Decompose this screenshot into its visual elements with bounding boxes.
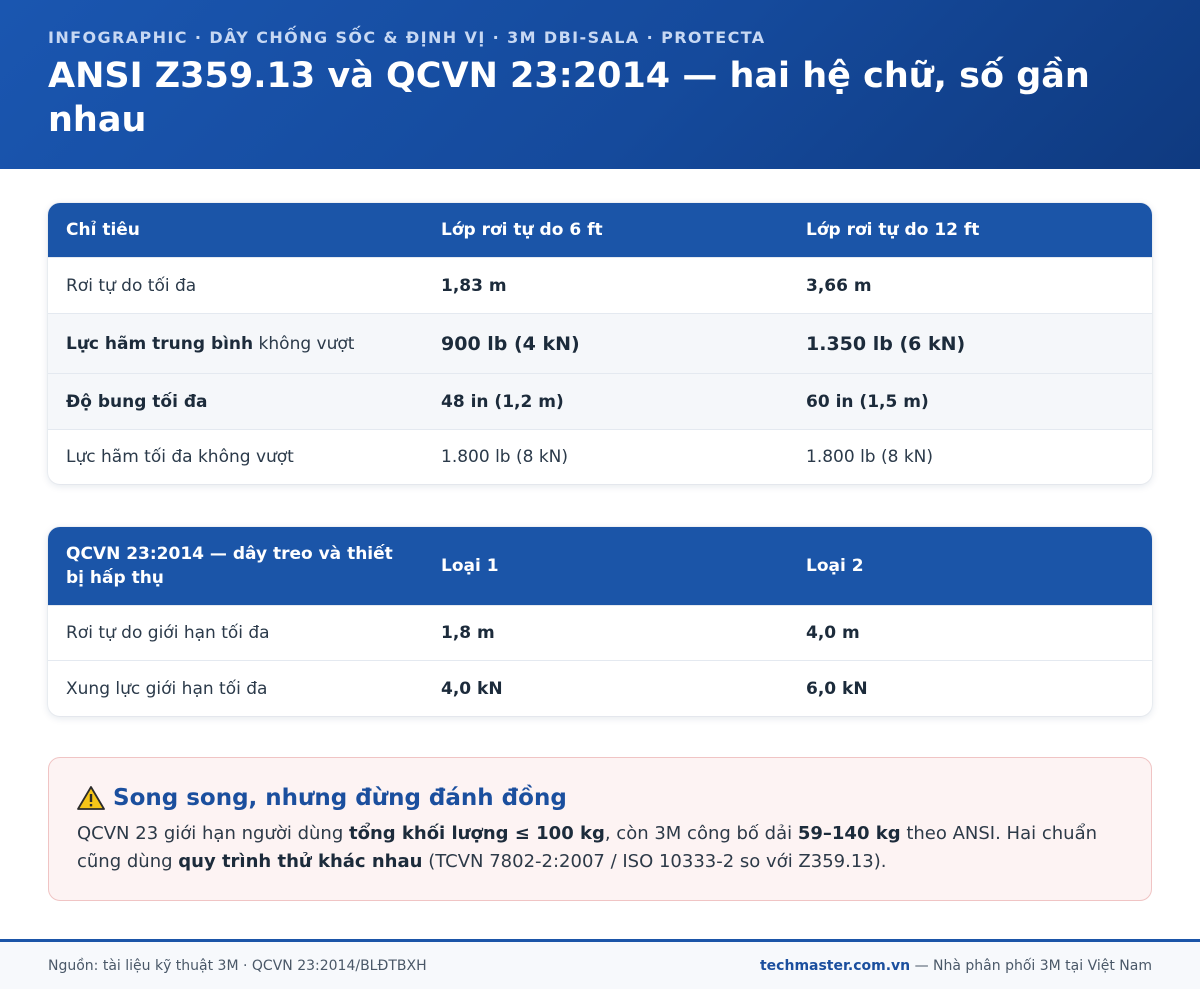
row-label [48,334,423,354]
column-header: Loại 2 [806,556,864,576]
callout-text-bold: tổng khối lượng ≤ 100 kg [348,823,605,844]
cell-value: 4,0 m [806,623,860,643]
cell-value: 1.800 lb (8 kN) [806,447,934,467]
callout-text-bold: quy trình thử khác nhau [178,851,423,872]
eyebrow-label: INFOGRAPHIC · DÂY CHỐNG SỐC & ĐỊNH VỊ · 3M DBI-SALA · PROTECTA [48,28,766,47]
cell-value: 900 lb (4 kN) [441,332,580,355]
footer-source: Nguồn: tài liệu kỹ thuật 3M · QCVN 23:2014/BLĐTBXH [48,957,427,974]
column-header: QCVN 23:2014 — dây treo và thiết bị hấp thụ [66,544,393,588]
qcvn-table-header [48,527,1152,605]
footer-site-rest: — Nhà phân phối 3M tại Việt Nam [910,957,1152,974]
page-title: ANSI Z359.13 và QCVN 23:2014 — hai hệ chữ, số gần nhau [48,56,1090,140]
page-header [0,0,1200,169]
callout-title: Song song, nhưng đừng đánh đồng [113,785,567,811]
qcvn-table [48,527,1152,716]
ansi-table-header [48,203,1152,257]
cell-value: 1.800 lb (8 kN) [441,447,569,467]
warning-callout [48,757,1152,901]
callout-text [77,820,1123,876]
cell-value: 1.350 lb (6 kN) [806,332,966,355]
footer-site-link[interactable]: techmaster.com.vn [759,957,911,974]
table-row [48,257,1152,313]
row-label: Lực hãm tối đa không vượt [66,447,294,467]
row-label: Rơi tự do tối đa [66,275,197,296]
row-label-rest: không vượt [253,333,355,354]
callout-text-part: theo ANSI. Hai chuẩn cũng dùng [77,823,1098,872]
footer-credit [760,958,1152,974]
cell-value: 1,8 m [441,623,495,643]
cell-value: 1,83 m [441,275,507,296]
callout-text-part: QCVN 23 giới hạn người dùng [77,823,349,844]
column-header: Lớp rơi tự do 12 ft [806,220,980,240]
row-label-bold: Độ bung tối đa [66,391,208,412]
row-label: Xung lực giới hạn tối đa [66,678,268,699]
cell-value: 3,66 m [806,275,872,296]
table-row [48,605,1152,660]
cell-value: 4,0 kN [441,678,503,699]
callout-title-row [77,784,1123,812]
callout-text-part: (TCVN 7802-2:2007 / ISO 10333-2 so với Z359.13). [422,851,887,872]
table-row [48,373,1152,429]
column-header: Loại 1 [441,556,499,576]
page-footer [0,939,1200,989]
table-row [48,429,1152,484]
column-header: Chỉ tiêu [66,220,140,240]
row-label [48,392,423,412]
cell-value: 48 in (1,2 m) [441,391,564,412]
callout-text-bold: 59–140 kg [797,823,901,844]
table-row [48,313,1152,373]
cell-value: 6,0 kN [806,678,868,699]
callout-text-part: , còn 3M công bố dải [604,823,798,844]
cell-value: 60 in (1,5 m) [806,391,929,412]
column-header: Lớp rơi tự do 6 ft [441,220,603,240]
row-label-bold: Lực hãm trung bình [66,333,254,354]
ansi-table [48,203,1152,484]
row-label: Rơi tự do giới hạn tối đa [66,623,270,643]
warning-icon [77,785,105,811]
table-row [48,660,1152,716]
